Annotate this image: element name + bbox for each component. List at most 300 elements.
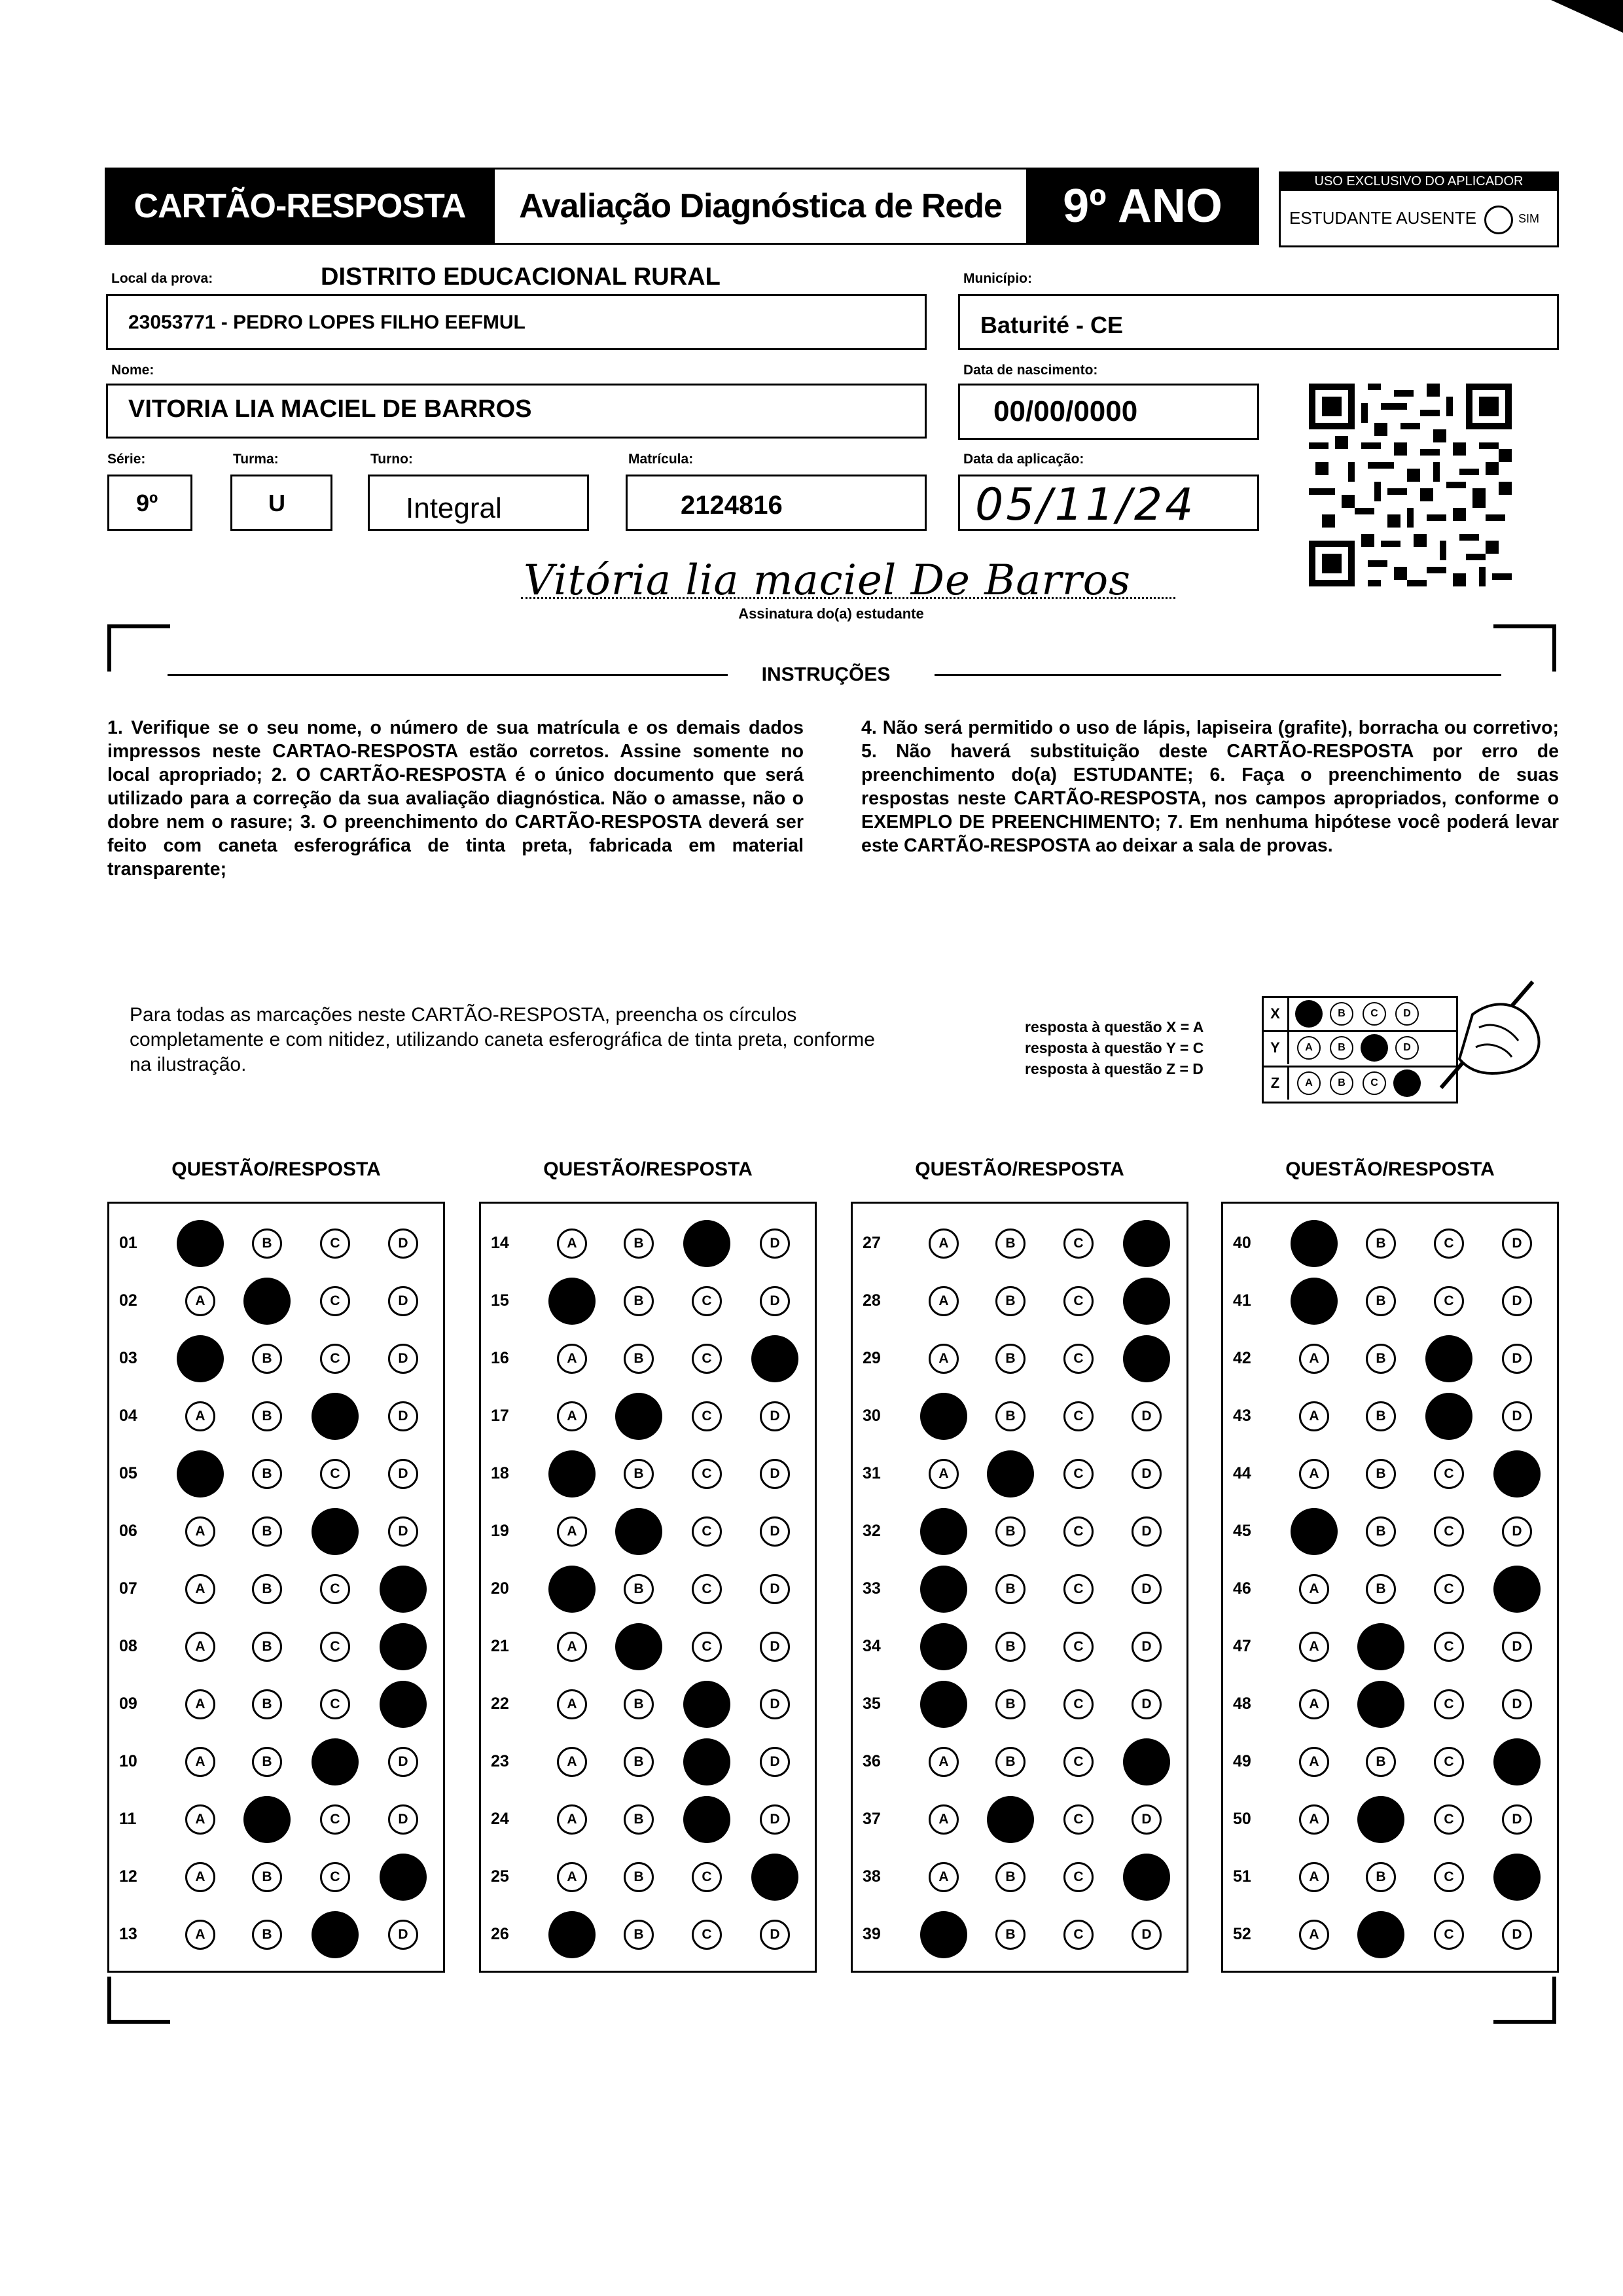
nome-label: Nome:: [111, 363, 154, 378]
answer-bubble-a[interactable]: A: [185, 1747, 215, 1777]
question-number: 27: [863, 1234, 881, 1252]
local-value: 23053771 - PEDRO LOPES FILHO EEFMUL: [128, 312, 526, 333]
answer-bubble-filled[interactable]: [1123, 1220, 1170, 1267]
answer-bubble-c[interactable]: C: [692, 1632, 722, 1662]
answer-bubble-b[interactable]: B: [1366, 1459, 1396, 1489]
question-number: 04: [119, 1407, 137, 1425]
answer-bubble-b[interactable]: B: [1366, 1344, 1396, 1374]
answer-bubble-b[interactable]: B: [995, 1920, 1026, 1950]
answer-bubble-filled[interactable]: [1291, 1278, 1338, 1325]
answer-bubble-filled[interactable]: [380, 1854, 427, 1901]
answer-bubble-filled[interactable]: [312, 1738, 359, 1785]
answer-bubble-a[interactable]: A: [1299, 1747, 1329, 1777]
answer-bubble-d[interactable]: D: [388, 1459, 418, 1489]
answer-bubble-b[interactable]: B: [1366, 1574, 1396, 1604]
answer-bubble-a[interactable]: A: [929, 1804, 959, 1835]
question-number: 01: [119, 1234, 137, 1252]
question-number: 19: [491, 1522, 509, 1540]
answer-bubble-c[interactable]: C: [1434, 1286, 1464, 1316]
answer-bubble-a[interactable]: A: [557, 1747, 587, 1777]
answer-bubble-b[interactable]: B: [252, 1516, 282, 1547]
answer-bubble-filled[interactable]: [380, 1566, 427, 1613]
answer-bubble-b[interactable]: B: [252, 1229, 282, 1259]
answer-bubble-filled[interactable]: [920, 1623, 967, 1670]
answer-bubble-c[interactable]: C: [1434, 1229, 1464, 1259]
answer-bubble-b[interactable]: B: [252, 1632, 282, 1662]
answer-bubble-filled[interactable]: [920, 1566, 967, 1613]
answer-bubble-d[interactable]: D: [1132, 1632, 1162, 1662]
evaluation-title: Avaliação Diagnóstica de Rede: [519, 187, 1002, 225]
answer-bubble-b[interactable]: B: [1366, 1862, 1396, 1892]
nome-value: VITORIA LIA MACIEL DE BARROS: [128, 395, 532, 423]
answer-bubble-c[interactable]: C: [320, 1574, 350, 1604]
answer-bubble-a[interactable]: A: [185, 1286, 215, 1316]
question-number: 47: [1233, 1637, 1251, 1655]
absent-label: ESTUDANTE AUSENTE: [1289, 208, 1477, 228]
question-number: 35: [863, 1695, 881, 1713]
example-bubble-a: A: [1297, 1071, 1321, 1095]
answer-bubble-b[interactable]: B: [252, 1920, 282, 1950]
question-number: 24: [491, 1810, 509, 1828]
pen-hand-illustration: [1414, 975, 1544, 1106]
answer-bubble-c[interactable]: C: [1063, 1229, 1094, 1259]
answer-bubble-a[interactable]: A: [929, 1747, 959, 1777]
answer-bubble-filled[interactable]: [548, 1450, 596, 1498]
answer-bubble-c[interactable]: C: [1434, 1862, 1464, 1892]
example-bubble-b: B: [1330, 1036, 1353, 1060]
answer-bubble-d[interactable]: D: [388, 1401, 418, 1431]
answer-bubble-a[interactable]: A: [1299, 1920, 1329, 1950]
instructions-title: INSTRUÇÕES: [761, 664, 891, 685]
answer-bubble-d[interactable]: D: [388, 1804, 418, 1835]
grade-label: 9º ANO: [1063, 180, 1222, 232]
answer-bubble-c[interactable]: C: [1063, 1344, 1094, 1374]
answer-bubble-filled[interactable]: [1493, 1450, 1541, 1498]
example-bubble-a: A: [1297, 1036, 1321, 1060]
answer-bubble-filled[interactable]: [548, 1566, 596, 1613]
aplicacao-label: Data da aplicação:: [963, 452, 1084, 467]
answer-bubble-a[interactable]: A: [929, 1344, 959, 1374]
answer-bubble-c[interactable]: C: [692, 1344, 722, 1374]
turma-label: Turma:: [233, 452, 279, 467]
answer-bubble-filled[interactable]: [548, 1911, 596, 1958]
answer-bubble-filled[interactable]: [1493, 1854, 1541, 1901]
answer-bubble-d[interactable]: D: [760, 1286, 790, 1316]
answer-bubble-d[interactable]: D: [388, 1516, 418, 1547]
answer-bubble-b[interactable]: B: [995, 1401, 1026, 1431]
answer-bubble-d[interactable]: D: [760, 1747, 790, 1777]
example-row-label: X: [1263, 997, 1289, 1030]
answer-bubble-filled[interactable]: [920, 1911, 967, 1958]
example-bubble-b: B: [1330, 1002, 1353, 1026]
answer-bubble-filled[interactable]: [1123, 1335, 1170, 1382]
answer-bubble-b[interactable]: B: [995, 1747, 1026, 1777]
answer-bubble-filled[interactable]: [751, 1854, 798, 1901]
example-bubble-filled: [1295, 1000, 1323, 1028]
instructions-left: 1. Verifique se o seu nome, o número de sua matrícula e os demais dados impressos neste CARTAO-RESPOSTA estão corretos. Assine somente no local apropriado; 2. O CARTÃO-RESPOSTA é o único documento que será utilizado para a correção da sua avaliação diagnóstica. Não o amasse, não o dobre nem o rasure; 3. O preenchimento do CARTÃO-RESPOSTA deverá ser feito com caneta esferográfica de tinta preta, fabricada em material transparente;: [107, 717, 804, 880]
answer-bubble-a[interactable]: A: [557, 1229, 587, 1259]
answer-bubble-c[interactable]: C: [1063, 1516, 1094, 1547]
answer-bubble-c[interactable]: C: [1063, 1862, 1094, 1892]
local-label: Local da prova:: [111, 271, 213, 286]
marking-text: Para todas as marcações neste CARTÃO-RESPOSTA, preencha os círculos completamente e com nitidez, utilizando caneta esferográfica de tinta preta, conforme na ilustração.: [130, 1004, 875, 1075]
signature-line: [521, 597, 1175, 599]
answer-bubble-b[interactable]: B: [995, 1632, 1026, 1662]
question-number: 31: [863, 1464, 881, 1482]
municipio-label: Município:: [963, 271, 1032, 286]
answer-bubble-c[interactable]: C: [1063, 1574, 1094, 1604]
answer-bubble-a[interactable]: A: [1299, 1804, 1329, 1835]
question-number: 49: [1233, 1752, 1251, 1770]
answer-bubble-b[interactable]: B: [252, 1747, 282, 1777]
example-text-z: resposta à questão Z = D: [1025, 1060, 1204, 1077]
answer-bubble-d[interactable]: D: [1132, 1689, 1162, 1719]
answer-bubble-b[interactable]: B: [1366, 1747, 1396, 1777]
answer-bubble-a[interactable]: A: [557, 1344, 587, 1374]
answer-bubble-b[interactable]: B: [995, 1229, 1026, 1259]
answer-bubble-a[interactable]: A: [1299, 1632, 1329, 1662]
answer-bubble-a[interactable]: A: [185, 1401, 215, 1431]
answer-bubble-c[interactable]: C: [1434, 1516, 1464, 1547]
answer-bubble-c[interactable]: C: [692, 1286, 722, 1316]
question-number: 17: [491, 1407, 509, 1425]
answer-bubble-b[interactable]: B: [624, 1459, 654, 1489]
answer-bubble-a[interactable]: A: [557, 1632, 587, 1662]
example-text-x: resposta à questão X = A: [1025, 1018, 1204, 1035]
question-number: 34: [863, 1637, 881, 1655]
answer-bubble-d[interactable]: D: [1132, 1804, 1162, 1835]
answer-bubble-b[interactable]: B: [995, 1574, 1026, 1604]
municipio-value: Baturité - CE: [980, 312, 1124, 338]
answer-bubble-d[interactable]: D: [388, 1747, 418, 1777]
answer-bubble-d[interactable]: D: [388, 1229, 418, 1259]
answer-bubble-filled[interactable]: [1357, 1911, 1404, 1958]
answer-bubble-d[interactable]: D: [760, 1229, 790, 1259]
answer-bubble-a[interactable]: A: [557, 1689, 587, 1719]
answer-bubble-filled[interactable]: [1425, 1335, 1472, 1382]
question-number: 28: [863, 1291, 881, 1310]
answer-bubble-b[interactable]: B: [1366, 1401, 1396, 1431]
answer-bubble-b[interactable]: B: [1366, 1286, 1396, 1316]
question-number: 06: [119, 1522, 137, 1540]
question-number: 02: [119, 1291, 137, 1310]
answer-bubble-d[interactable]: D: [760, 1689, 790, 1719]
answer-bubble-c[interactable]: C: [692, 1862, 722, 1892]
answer-bubble-d[interactable]: D: [388, 1920, 418, 1950]
question-number: 33: [863, 1579, 881, 1598]
answer-bubble-d[interactable]: D: [1502, 1286, 1532, 1316]
answer-bubble-filled[interactable]: [683, 1220, 730, 1267]
question-number: 25: [491, 1867, 509, 1886]
answer-bubble-c[interactable]: C: [1434, 1459, 1464, 1489]
example-bubble-d: D: [1395, 1036, 1419, 1060]
answer-bubble-b[interactable]: B: [1366, 1229, 1396, 1259]
answer-bubble-a[interactable]: A: [1299, 1574, 1329, 1604]
answer-bubble-b[interactable]: B: [624, 1920, 654, 1950]
answer-bubble-a[interactable]: A: [929, 1286, 959, 1316]
answer-bubble-c[interactable]: C: [1434, 1747, 1464, 1777]
question-number: 26: [491, 1925, 509, 1943]
question-number: 30: [863, 1407, 881, 1425]
answer-bubble-filled[interactable]: [615, 1623, 662, 1670]
answer-bubble-b[interactable]: B: [1366, 1516, 1396, 1547]
answer-bubble-c[interactable]: C: [1063, 1401, 1094, 1431]
answer-bubble-c[interactable]: C: [1434, 1689, 1464, 1719]
answer-bubble-c[interactable]: C: [1063, 1920, 1094, 1950]
answer-bubble-filled[interactable]: [1123, 1278, 1170, 1325]
answer-bubble-a[interactable]: A: [557, 1804, 587, 1835]
question-number: 16: [491, 1349, 509, 1367]
question-number: 14: [491, 1234, 509, 1252]
answer-bubble-c[interactable]: C: [692, 1401, 722, 1431]
answer-bubble-d[interactable]: D: [760, 1632, 790, 1662]
answer-bubble-filled[interactable]: [1123, 1854, 1170, 1901]
answer-bubble-d[interactable]: D: [1502, 1344, 1532, 1374]
answer-bubble-b[interactable]: B: [252, 1344, 282, 1374]
question-number: 29: [863, 1349, 881, 1367]
answer-bubble-d[interactable]: D: [1502, 1516, 1532, 1547]
aplicacao-value: 05/11/24: [975, 479, 1196, 531]
answer-bubble-filled[interactable]: [683, 1738, 730, 1785]
answer-bubble-filled[interactable]: [177, 1450, 224, 1498]
question-number: 15: [491, 1291, 509, 1310]
answer-bubble-d[interactable]: D: [760, 1920, 790, 1950]
answer-bubble-c[interactable]: C: [1434, 1632, 1464, 1662]
answer-bubble-a[interactable]: A: [929, 1862, 959, 1892]
answer-bubble-filled[interactable]: [615, 1508, 662, 1555]
answer-bubble-c[interactable]: C: [1063, 1286, 1094, 1316]
answer-bubble-filled[interactable]: [683, 1796, 730, 1843]
answer-bubble-b[interactable]: B: [995, 1286, 1026, 1316]
answer-bubble-a[interactable]: A: [185, 1689, 215, 1719]
question-number: 22: [491, 1695, 509, 1713]
answer-bubble-c[interactable]: C: [1063, 1632, 1094, 1662]
answer-bubble-d[interactable]: D: [1502, 1632, 1532, 1662]
example-bubble-b: B: [1330, 1071, 1353, 1095]
answer-bubble-filled[interactable]: [177, 1220, 224, 1267]
question-number: 48: [1233, 1695, 1251, 1713]
answer-bubble-filled[interactable]: [920, 1393, 967, 1440]
question-number: 39: [863, 1925, 881, 1943]
question-number: 44: [1233, 1464, 1251, 1482]
answer-bubble-filled[interactable]: [683, 1681, 730, 1728]
answer-bubble-filled[interactable]: [1291, 1508, 1338, 1555]
answer-bubble-filled[interactable]: [380, 1623, 427, 1670]
answer-bubble-a[interactable]: A: [1299, 1459, 1329, 1489]
answer-bubble-c[interactable]: C: [1434, 1920, 1464, 1950]
answer-bubble-b[interactable]: B: [624, 1286, 654, 1316]
question-number: 52: [1233, 1925, 1251, 1943]
answer-bubble-d[interactable]: D: [760, 1401, 790, 1431]
answer-bubble-filled[interactable]: [920, 1681, 967, 1728]
answer-bubble-filled[interactable]: [987, 1796, 1034, 1843]
answer-bubble-b[interactable]: B: [995, 1344, 1026, 1374]
answer-bubble-c[interactable]: C: [320, 1632, 350, 1662]
answer-bubble-c[interactable]: C: [692, 1459, 722, 1489]
answer-bubble-c[interactable]: C: [320, 1459, 350, 1489]
corner-mark-tr: [1493, 624, 1556, 672]
matricula-value: 2124816: [681, 491, 783, 520]
answer-bubble-filled[interactable]: [243, 1278, 291, 1325]
answer-bubble-d[interactable]: D: [1502, 1689, 1532, 1719]
qr-code: [1309, 384, 1512, 586]
example-text-y: resposta à questão Y = C: [1025, 1039, 1204, 1056]
answer-bubble-b[interactable]: B: [252, 1574, 282, 1604]
answer-bubble-b[interactable]: B: [252, 1401, 282, 1431]
question-number: 46: [1233, 1579, 1251, 1598]
answer-bubble-a[interactable]: A: [1299, 1344, 1329, 1374]
answer-bubble-filled[interactable]: [1357, 1796, 1404, 1843]
answer-bubble-c[interactable]: C: [1434, 1574, 1464, 1604]
answer-bubble-d[interactable]: D: [760, 1574, 790, 1604]
question-number: 12: [119, 1867, 137, 1886]
answer-bubble-c[interactable]: C: [1063, 1747, 1094, 1777]
question-number: 20: [491, 1579, 509, 1598]
answer-bubble-b[interactable]: B: [252, 1862, 282, 1892]
answer-bubble-a[interactable]: A: [557, 1862, 587, 1892]
answer-bubble-b[interactable]: B: [624, 1574, 654, 1604]
answer-bubble-d[interactable]: D: [1132, 1459, 1162, 1489]
answer-bubble-filled[interactable]: [1493, 1738, 1541, 1785]
answer-bubble-d[interactable]: D: [1502, 1920, 1532, 1950]
answer-bubble-d[interactable]: D: [760, 1459, 790, 1489]
answer-bubble-filled[interactable]: [548, 1278, 596, 1325]
nascimento-label: Data de nascimento:: [963, 363, 1098, 378]
answer-bubble-b[interactable]: B: [624, 1344, 654, 1374]
answer-bubble-d[interactable]: D: [1502, 1804, 1532, 1835]
answer-bubble-filled[interactable]: [1425, 1393, 1472, 1440]
answer-bubble-c[interactable]: C: [1063, 1689, 1094, 1719]
question-number: 50: [1233, 1810, 1251, 1828]
answer-bubble-b[interactable]: B: [624, 1747, 654, 1777]
answer-bubble-a[interactable]: A: [185, 1862, 215, 1892]
answer-bubble-b[interactable]: B: [624, 1804, 654, 1835]
question-number: 45: [1233, 1522, 1251, 1540]
answer-bubble-a[interactable]: A: [185, 1574, 215, 1604]
column-header: QUESTÃO/RESPOSTA: [171, 1158, 381, 1180]
answer-bubble-a[interactable]: A: [557, 1401, 587, 1431]
answer-bubble-b[interactable]: B: [995, 1689, 1026, 1719]
answer-bubble-filled[interactable]: [615, 1393, 662, 1440]
answer-bubble-d[interactable]: D: [760, 1516, 790, 1547]
answer-bubble-c[interactable]: C: [692, 1574, 722, 1604]
answer-bubble-b[interactable]: B: [624, 1229, 654, 1259]
answer-bubble-c[interactable]: C: [1434, 1804, 1464, 1835]
answer-bubble-d[interactable]: D: [388, 1344, 418, 1374]
question-number: 40: [1233, 1234, 1251, 1252]
answer-bubble-filled[interactable]: [1123, 1738, 1170, 1785]
answer-bubble-filled[interactable]: [920, 1508, 967, 1555]
serie-label: Série:: [107, 452, 146, 467]
answer-bubble-filled[interactable]: [243, 1796, 291, 1843]
nascimento-value: 00/00/0000: [993, 395, 1138, 427]
answer-bubble-d[interactable]: D: [1132, 1401, 1162, 1431]
question-number: 41: [1233, 1291, 1251, 1310]
answer-bubble-filled[interactable]: [177, 1335, 224, 1382]
question-number: 43: [1233, 1407, 1251, 1425]
answer-bubble-c[interactable]: C: [320, 1229, 350, 1259]
answer-bubble-filled[interactable]: [1291, 1220, 1338, 1267]
answer-bubble-c[interactable]: C: [1063, 1459, 1094, 1489]
answer-bubble-filled[interactable]: [312, 1911, 359, 1958]
answer-bubble-b[interactable]: B: [624, 1689, 654, 1719]
answer-bubble-d[interactable]: D: [1132, 1920, 1162, 1950]
answer-bubble-b[interactable]: B: [624, 1862, 654, 1892]
answer-bubble-c[interactable]: C: [692, 1920, 722, 1950]
question-number: 23: [491, 1752, 509, 1770]
answer-bubble-c[interactable]: C: [320, 1689, 350, 1719]
turma-value: U: [268, 490, 285, 516]
example-bubble-c: C: [1363, 1071, 1386, 1095]
answer-bubble-a[interactable]: A: [1299, 1862, 1329, 1892]
answer-bubble-b[interactable]: B: [995, 1516, 1026, 1547]
local-district: DISTRITO EDUCACIONAL RURAL: [321, 263, 721, 291]
absent-checkbox[interactable]: [1484, 206, 1513, 234]
answer-bubble-filled[interactable]: [751, 1335, 798, 1382]
answer-bubble-a[interactable]: A: [1299, 1401, 1329, 1431]
answer-bubble-d[interactable]: D: [1132, 1516, 1162, 1547]
question-number: 08: [119, 1637, 137, 1655]
answer-bubble-a[interactable]: A: [185, 1804, 215, 1835]
answer-bubble-d[interactable]: D: [1502, 1229, 1532, 1259]
answer-bubble-a[interactable]: A: [929, 1229, 959, 1259]
corner-mark-tl: [107, 624, 170, 672]
turno-value: Integral: [406, 492, 502, 524]
answer-bubble-a[interactable]: A: [185, 1516, 215, 1547]
answer-bubble-filled[interactable]: [1357, 1623, 1404, 1670]
answer-bubble-d[interactable]: D: [760, 1804, 790, 1835]
question-number: 13: [119, 1925, 137, 1943]
example-row-label: Z: [1263, 1067, 1289, 1100]
answer-bubble-b[interactable]: B: [252, 1689, 282, 1719]
corner-fold-mark: [1538, 0, 1623, 39]
instructions-rule-right: [935, 674, 1501, 676]
column-header: QUESTÃO/RESPOSTA: [543, 1158, 753, 1180]
answer-bubble-a[interactable]: A: [185, 1920, 215, 1950]
signature-label: Assinatura do(a) estudante: [738, 605, 924, 622]
question-number: 18: [491, 1464, 509, 1482]
absent-yes-label: SIM: [1518, 212, 1540, 225]
answer-bubble-b[interactable]: B: [995, 1862, 1026, 1892]
answer-bubble-filled[interactable]: [312, 1393, 359, 1440]
answer-bubble-c[interactable]: C: [320, 1286, 350, 1316]
question-number: 21: [491, 1637, 509, 1655]
answer-bubble-c[interactable]: C: [320, 1344, 350, 1374]
answer-bubble-filled[interactable]: [380, 1681, 427, 1728]
answer-bubble-filled[interactable]: [1357, 1681, 1404, 1728]
answer-bubble-d[interactable]: D: [1502, 1401, 1532, 1431]
answer-bubble-a[interactable]: A: [929, 1459, 959, 1489]
answer-bubble-d[interactable]: D: [388, 1286, 418, 1316]
instructions-rule-left: [168, 674, 728, 676]
answer-bubble-c[interactable]: C: [1063, 1804, 1094, 1835]
answer-bubble-a[interactable]: A: [185, 1632, 215, 1662]
answer-bubble-c[interactable]: C: [320, 1804, 350, 1835]
answer-bubble-filled[interactable]: [987, 1450, 1034, 1498]
column-header: QUESTÃO/RESPOSTA: [915, 1158, 1124, 1180]
answer-bubble-a[interactable]: A: [557, 1516, 587, 1547]
answer-bubble-c[interactable]: C: [320, 1862, 350, 1892]
answer-bubble-c[interactable]: C: [692, 1516, 722, 1547]
question-number: 38: [863, 1867, 881, 1886]
answer-bubble-filled[interactable]: [312, 1508, 359, 1555]
answer-bubble-b[interactable]: B: [252, 1459, 282, 1489]
column-header: QUESTÃO/RESPOSTA: [1285, 1158, 1495, 1180]
answer-bubble-a[interactable]: A: [1299, 1689, 1329, 1719]
answer-bubble-d[interactable]: D: [1132, 1574, 1162, 1604]
question-number: 03: [119, 1349, 137, 1367]
answer-bubble-filled[interactable]: [1493, 1566, 1541, 1613]
